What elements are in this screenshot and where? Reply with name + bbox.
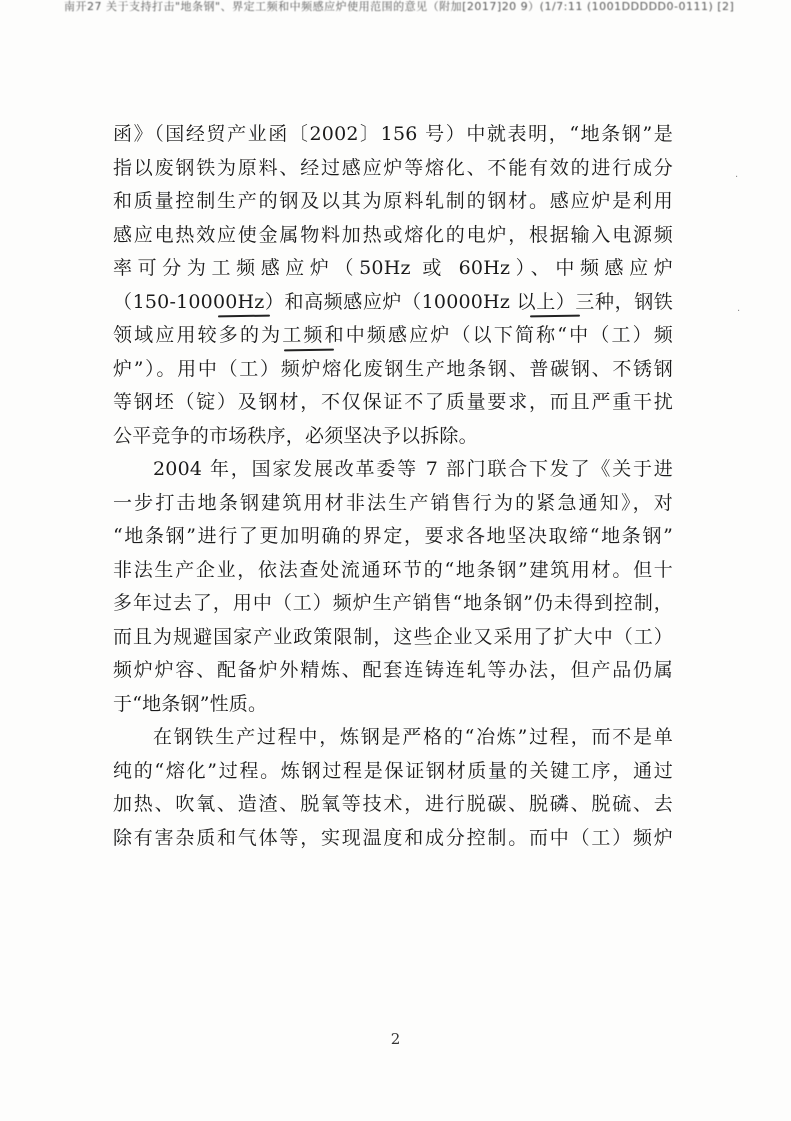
document-body [113,118,673,855]
body-line: 函》（国经贸产业函〔2002〕156 号）中就表明，“地条钢”是 [113,123,673,145]
body-line: 在钢铁生产过程中，炼钢是严格的“冶炼”过程，而不是单 [153,726,673,748]
body-line: 率可分为工频感应炉（50Hz 或 60Hz）、中频感应炉 [113,257,673,279]
body-line: 纯的“熔化”过程。炼钢过程是保证钢材质量的关键工序，通过 [113,759,673,782]
body-line: 于“地条钢”性质。 [113,692,268,715]
body-line: 多年过去了，用中（工）频炉生产销售“地条钢”仍未得到控制， [113,592,673,614]
body-line: 2004 年，国家发展改革委等 7 部门联合下发了《关于进 [153,458,673,480]
body-line: 加热、吹氧、造渣、脱氧等技术，进行脱碳、脱磷、脱硫、去 [113,793,673,815]
margin-mark: · [735,172,739,183]
body-line: “地条钢”进行了更加明确的界定，要求各地坚决取缔“地条钢” [113,525,673,547]
body-line: 而且为规避国家产业政策限制，这些企业又采用了扩大中（工） [113,625,673,648]
body-line: （150-10000Hz）和高频感应炉（10000Hz 以上）三种，钢铁 [113,290,673,313]
margin-mark: · [737,306,741,317]
body-line: 指以废钢铁为原料、经过感应炉等熔化、不能有效的进行成分 [113,156,673,179]
body-line: 等钢坯（锭）及钢材，不仅保证不了质量要求，而且严重干扰 [113,391,673,413]
body-line: 频炉炉容、配备炉外精炼、配套连铸连轧等办法，但产品仍属 [113,659,673,681]
body-line: 公平竞争的市场秩序，必须坚决予以拆除。 [113,424,478,447]
body-line: 除有害杂质和气体等，实现温度和成分控制。而中（工）频炉 [113,826,673,849]
page-number: 2 [390,1030,401,1048]
body-line: 领域应用较多的为工频和中频感应炉（以下简称“中（工）频 [113,324,673,346]
body-line: 和质量控制生产的钢及以其为原料轧制的钢材。感应炉是利用 [113,190,673,212]
body-line: 炉”）。用中（工）频炉熔化废钢生产地条钢、普碳钢、不锈钢 [113,357,673,380]
scan-header-text: 南开27 关于支持打击"地条钢"、界定工频和中频感应炉使用范围的意见（附加[2017]20 9）(1/7:11 (1001DDDDD0-0111) [2] [64,0,735,13]
body-line: 非法生产企业，依法查处流通环节的“地条钢”建筑用材。但十 [113,558,673,581]
body-line: 感应电热效应使金属物料加热或熔化的电炉，根据输入电源频 [113,223,673,246]
body-line: 一步打击地条钢建筑用材非法生产销售行为的紧急通知》，对 [113,491,673,514]
